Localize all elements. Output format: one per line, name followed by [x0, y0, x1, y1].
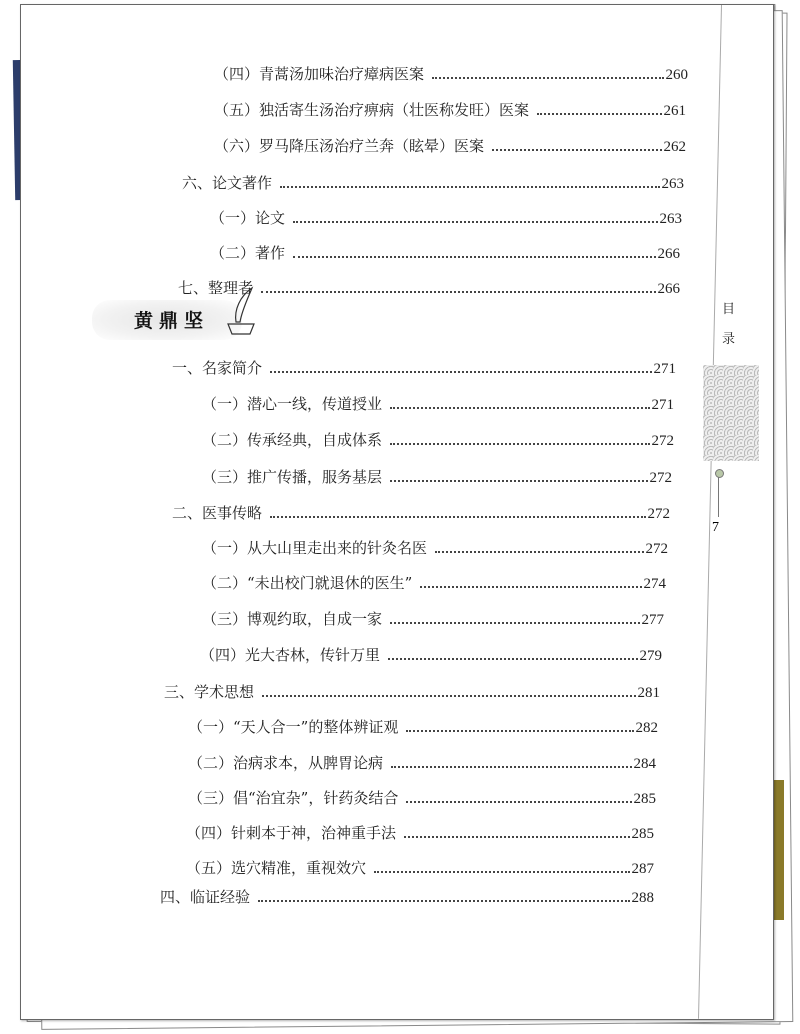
toc-entry	[214, 62, 688, 84]
toc-entry-title: 四、临证经验	[160, 888, 251, 906]
toc-entry	[164, 680, 660, 702]
cloud-pattern	[703, 365, 759, 461]
toc-entry	[202, 392, 674, 414]
toc-entry-page: 285	[633, 791, 656, 807]
toc-entry-page: 282	[635, 720, 658, 736]
toc-entry	[202, 465, 672, 487]
toc-entry	[214, 134, 686, 156]
leader-dots	[432, 77, 663, 79]
toc-entry-page: 266	[657, 281, 680, 297]
toc-entry	[172, 501, 670, 523]
toc-entry-title: （四）针刺本于神，治神重手法	[186, 824, 397, 842]
toc-entry-title: （四）光大杏林，传针万里	[200, 646, 381, 664]
toc-entry-title: （一）论文	[210, 209, 286, 227]
toc-entry-page: 284	[633, 756, 656, 772]
toc-entry	[160, 885, 654, 907]
toc-entry	[202, 607, 664, 629]
toc-entry-title: （三）博观约取，自成一家	[202, 610, 383, 628]
toc-entry-title: （五）独活寄生汤治疗痹病（壮医称发旺）医案	[214, 101, 530, 119]
leader-dots	[388, 658, 637, 660]
toc-entry-title: （二）著作	[210, 244, 286, 262]
leader-dots	[262, 695, 635, 697]
side-title-1: 目	[722, 302, 736, 317]
toc-entry-page: 277	[641, 612, 664, 628]
leader-dots	[280, 186, 659, 188]
toc-entry	[186, 856, 654, 878]
toc-entry-page: 260	[665, 67, 688, 83]
toc-entry-page: 272	[651, 433, 674, 449]
leader-dots	[374, 871, 629, 873]
toc-entry-page: 271	[651, 397, 674, 413]
toc-entry	[210, 206, 682, 228]
toc-entry-page: 266	[657, 246, 680, 262]
pin-icon	[715, 469, 724, 478]
leader-dots	[537, 113, 661, 115]
toc-entry-page: 288	[631, 890, 654, 906]
toc-entry-title: 二、医事传略	[172, 504, 263, 522]
leader-dots	[420, 586, 641, 588]
toc-entry	[188, 715, 658, 737]
toc-entry	[188, 786, 656, 808]
pin-line	[718, 477, 719, 517]
toc-entry-page: 279	[639, 648, 662, 664]
toc-entry-page: 271	[653, 361, 676, 377]
toc-entry	[186, 821, 654, 843]
toc-entry-title: （三）倡“治宜杂”，针药灸结合	[188, 789, 399, 807]
toc-entry-title: （二）“未出校门就退休的医生”	[202, 574, 413, 592]
toc-entry	[188, 751, 656, 773]
toc-entry-page: 281	[637, 685, 660, 701]
leader-dots	[261, 291, 655, 293]
toc-entry	[182, 171, 684, 193]
toc-entry-title: （一）潜心一线，传道授业	[202, 395, 383, 413]
leader-dots	[293, 256, 655, 258]
leader-dots	[293, 221, 657, 223]
toc-entry	[202, 428, 674, 450]
quill-ink-icon	[222, 286, 262, 336]
leader-dots	[390, 443, 649, 445]
leader-dots	[270, 371, 651, 373]
toc-entry	[172, 356, 676, 378]
toc-entry-title: （三）推广传播，服务基层	[202, 468, 383, 486]
toc-entry-title: （一）“天人合一”的整体辨证观	[188, 718, 399, 736]
leader-dots	[390, 407, 649, 409]
toc-entry-page: 274	[643, 576, 666, 592]
toc-entry-title: （一）从大山里走出来的针灸名医	[202, 539, 428, 557]
leader-dots	[406, 801, 631, 803]
toc-entry	[200, 643, 662, 665]
leader-dots	[404, 836, 629, 838]
leader-dots	[258, 900, 629, 902]
leader-dots	[391, 766, 631, 768]
page-number: 7	[712, 520, 719, 535]
toc-entry-title: （六）罗马降压汤治疗兰奔（眩晕）医案	[214, 137, 485, 155]
toc-entry-page: 272	[645, 541, 668, 557]
toc-entry-title: 六、论文著作	[182, 174, 273, 192]
leader-dots	[435, 551, 643, 553]
toc-entry-title: 一、名家简介	[172, 359, 263, 377]
toc-entry-page: 287	[631, 861, 654, 877]
leader-dots	[492, 149, 661, 151]
toc-entry-page: 263	[659, 211, 682, 227]
toc-entry-page: 262	[663, 139, 686, 155]
leader-dots	[390, 480, 647, 482]
toc-entry	[210, 241, 680, 263]
toc-entry	[202, 536, 668, 558]
toc-entry-page: 272	[649, 470, 672, 486]
leader-dots	[390, 622, 639, 624]
toc-entry	[202, 571, 666, 593]
leader-dots	[270, 516, 645, 518]
toc-entry-title: （二）治病求本，从脾胃论病	[188, 754, 384, 772]
toc-entry-page: 263	[661, 176, 684, 192]
author-heading-banner	[92, 300, 242, 340]
toc-entry-page: 272	[647, 506, 670, 522]
toc-entry-title: （二）传承经典，自成体系	[202, 431, 383, 449]
toc-entry-page: 285	[631, 826, 654, 842]
toc-entry-title: （五）选穴精准，重视效穴	[186, 859, 367, 877]
toc-entry-page: 261	[663, 103, 686, 119]
author-heading: 黄鼎坚	[134, 310, 210, 332]
toc-entry-title: 三、学术思想	[164, 683, 255, 701]
side-title-2: 录	[722, 332, 736, 347]
toc-entry-title: 七、整理者	[178, 279, 254, 297]
toc-entry-title: （四）青蒿汤加味治疗瘴病医案	[214, 65, 425, 83]
toc-entry	[214, 98, 686, 120]
leader-dots	[406, 730, 633, 732]
